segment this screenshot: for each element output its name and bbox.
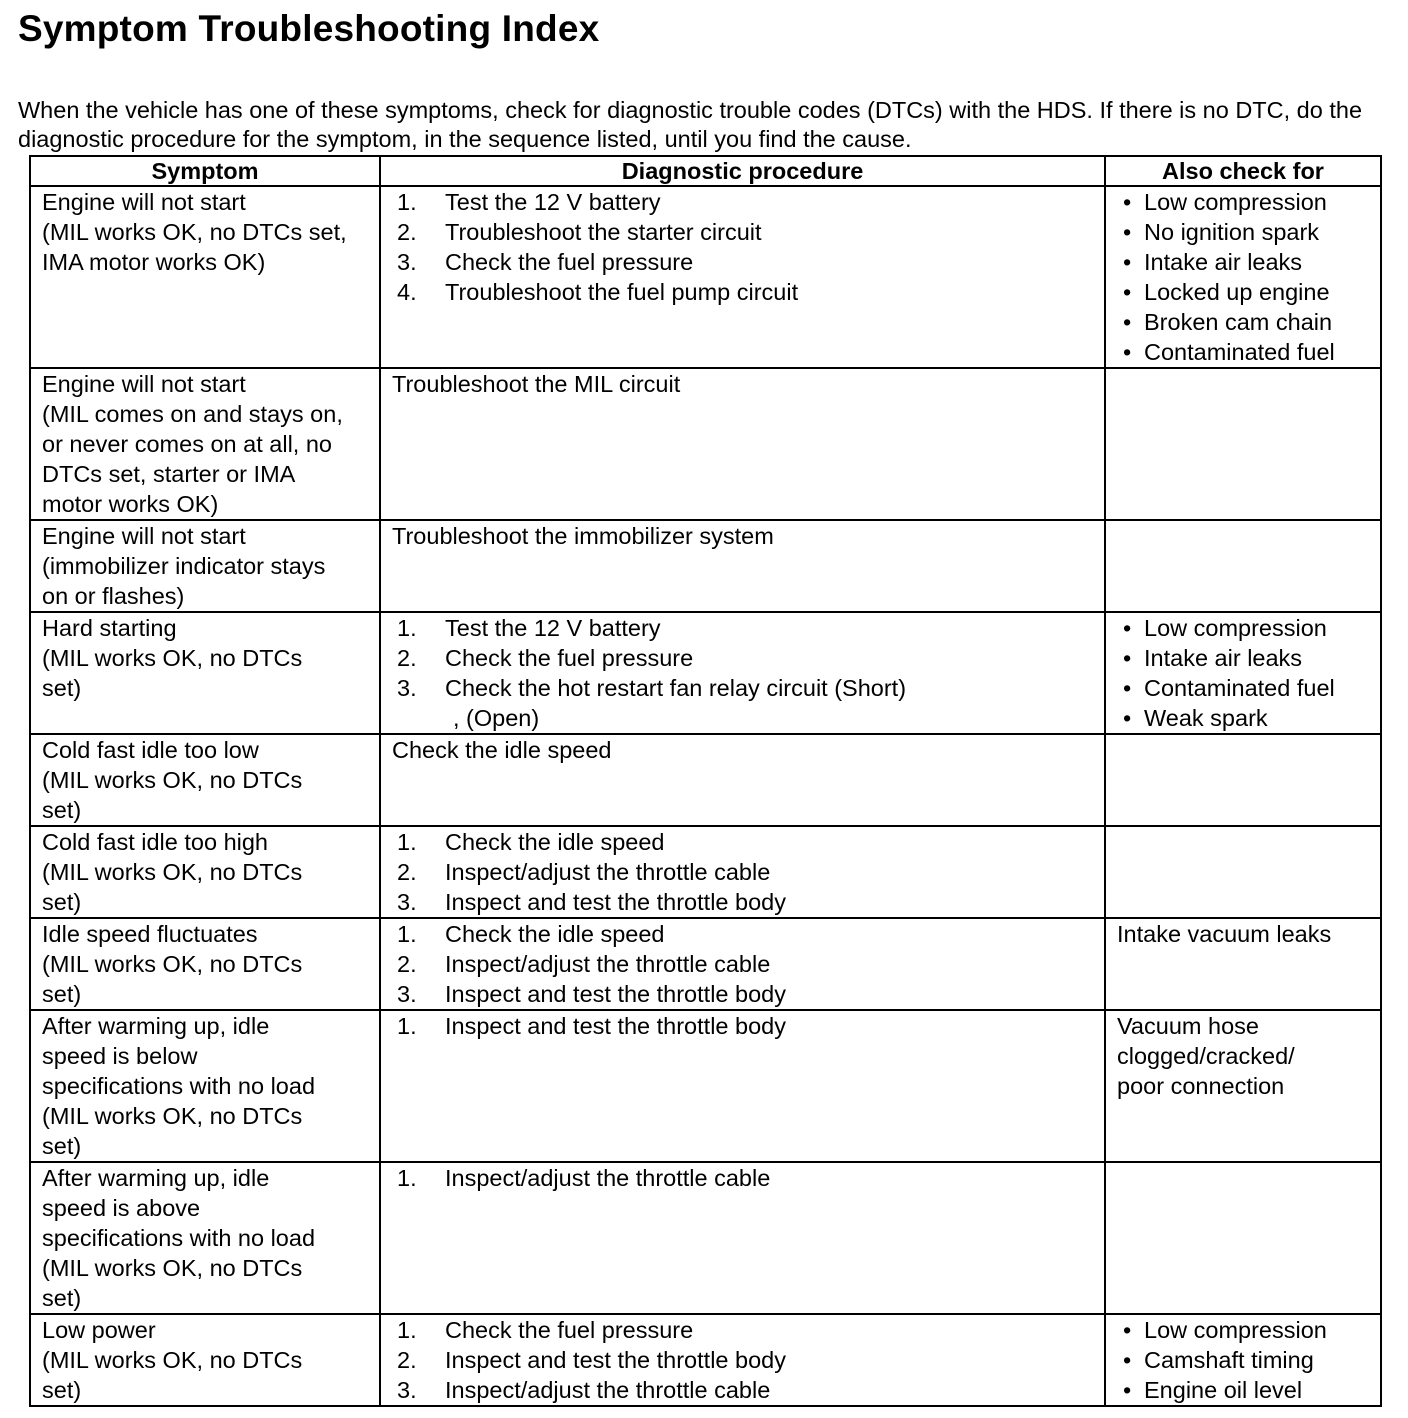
bullet-icon: • <box>1123 1317 1132 1343</box>
also-check-text: Contaminated fuel <box>1144 339 1335 365</box>
step-number: 2. <box>397 859 417 885</box>
symptom-line: Idle speed fluctuates <box>42 921 258 947</box>
symptom-line: or never comes on at all, no <box>42 431 332 457</box>
procedure-cell <box>380 734 1105 826</box>
step-number: 1. <box>397 1013 417 1039</box>
symptom-line: (MIL works OK, no DTCs set, <box>42 219 347 245</box>
symptom-line: set) <box>42 1133 82 1159</box>
table-body <box>30 186 1381 1406</box>
table-row <box>30 1010 1381 1162</box>
also-check-text: Camshaft timing <box>1144 1347 1314 1373</box>
symptom-line: set) <box>42 889 82 915</box>
table-row <box>30 368 1381 520</box>
procedure-list <box>392 1315 1096 1405</box>
procedure-step <box>397 1011 1096 1041</box>
also-check-text: No ignition spark <box>1144 219 1320 245</box>
also-check-line: poor connection <box>1117 1073 1285 1099</box>
also-check-cell <box>1105 612 1381 734</box>
step-number: 1. <box>397 189 417 215</box>
step-text: Inspect/adjust the throttle cable <box>445 951 771 977</box>
procedure-text: Troubleshoot the immobilizer system <box>392 523 774 549</box>
step-number: 2. <box>397 1347 417 1373</box>
step-number: 3. <box>397 675 417 701</box>
symptom-line: (MIL works OK, no DTCs <box>42 767 303 793</box>
symptom-cell <box>30 734 380 826</box>
step-number: 3. <box>397 889 417 915</box>
step-text: Troubleshoot the fuel pump circuit <box>445 279 799 305</box>
also-check-item <box>1117 217 1372 247</box>
also-check-item <box>1117 673 1372 703</box>
header-symptom: Symptom <box>30 156 380 186</box>
step-text: Check the fuel pressure <box>445 645 694 671</box>
also-check-list <box>1117 1315 1372 1405</box>
also-check-text: Locked up engine <box>1144 279 1330 305</box>
procedure-text: Troubleshoot the MIL circuit <box>392 371 681 397</box>
procedure-step <box>397 827 1096 857</box>
procedure-cell <box>380 186 1105 368</box>
also-check-item <box>1117 1345 1372 1375</box>
bullet-icon: • <box>1123 309 1132 335</box>
symptom-cell <box>30 1314 380 1406</box>
step-text: Check the hot restart fan relay circuit (Short) <box>445 675 907 701</box>
symptom-cell <box>30 612 380 734</box>
symptom-line: (MIL works OK, no DTCs <box>42 1255 303 1281</box>
also-check-cell <box>1105 918 1381 1010</box>
table-row <box>30 826 1381 918</box>
also-check-item <box>1117 337 1372 367</box>
symptom-line: set) <box>42 1285 82 1311</box>
also-check-text: Weak spark <box>1144 705 1268 731</box>
intro-text: When the vehicle has one of these symptoms, check for diagnostic trouble codes (DTCs) with the HDS. If there is no DTC, do the diagnostic procedure for the symptom, in the sequence listed, until you find the cause. <box>18 97 1363 152</box>
bullet-icon: • <box>1123 189 1132 215</box>
step-text: Check the idle speed <box>445 829 665 855</box>
symptom-cell <box>30 368 380 520</box>
bullet-icon: • <box>1123 705 1132 731</box>
also-check-item <box>1117 643 1372 673</box>
symptom-cell <box>30 520 380 612</box>
also-check-text: Low compression <box>1144 189 1327 215</box>
procedure-step <box>397 979 1096 1009</box>
symptom-line: After warming up, idle <box>42 1165 270 1191</box>
procedure-step <box>397 277 1096 307</box>
step-number: 1. <box>397 615 417 641</box>
step-number: 1. <box>397 829 417 855</box>
also-check-list <box>1117 187 1372 367</box>
step-text: Inspect/adjust the throttle cable <box>445 859 771 885</box>
step-text: Check the fuel pressure <box>445 249 694 275</box>
step-text: Troubleshoot the starter circuit <box>445 219 762 245</box>
symptom-line: Engine will not start <box>42 371 246 397</box>
step-text: Inspect and test the throttle body <box>445 1347 786 1373</box>
also-check-text: Low compression <box>1144 1317 1327 1343</box>
symptom-cell <box>30 826 380 918</box>
step-text: Inspect and test the throttle body <box>445 1013 786 1039</box>
step-number: 2. <box>397 219 417 245</box>
table-row <box>30 612 1381 734</box>
bullet-icon: • <box>1123 279 1132 305</box>
table-row <box>30 918 1381 1010</box>
also-check-list <box>1117 613 1372 733</box>
procedure-list <box>392 919 1096 1009</box>
step-text: Test the 12 V battery <box>445 189 661 215</box>
bullet-icon: • <box>1123 615 1132 641</box>
procedure-step <box>397 1315 1096 1345</box>
symptom-line: set) <box>42 675 82 701</box>
procedure-step <box>397 613 1096 643</box>
bullet-icon: • <box>1123 219 1132 245</box>
also-check-cell <box>1105 520 1381 612</box>
step-number: 4. <box>397 279 417 305</box>
symptom-line: set) <box>42 1377 82 1403</box>
procedure-list <box>392 187 1096 307</box>
bullet-icon: • <box>1123 1377 1132 1403</box>
also-check-text: Intake air leaks <box>1144 645 1303 671</box>
also-check-cell <box>1105 826 1381 918</box>
also-check-line: clogged/cracked/ <box>1117 1043 1295 1069</box>
symptom-line: set) <box>42 797 82 823</box>
also-check-text: Engine oil level <box>1144 1377 1303 1403</box>
procedure-cell <box>380 612 1105 734</box>
symptom-line: motor works OK) <box>42 491 219 517</box>
procedure-step <box>397 643 1096 673</box>
procedure-list <box>392 827 1096 917</box>
step-number: 3. <box>397 1377 417 1403</box>
symptom-line: Cold fast idle too high <box>42 829 269 855</box>
step-text: Test the 12 V battery <box>445 615 661 641</box>
symptom-line: specifications with no load <box>42 1225 316 1251</box>
symptom-line: Hard starting <box>42 615 177 641</box>
symptom-line: Engine will not start <box>42 189 246 215</box>
symptom-line: Engine will not start <box>42 523 246 549</box>
procedure-list <box>392 1011 1096 1041</box>
step-text: Inspect and test the throttle body <box>445 981 786 1007</box>
procedure-cell <box>380 368 1105 520</box>
also-check-cell <box>1105 734 1381 826</box>
table-row <box>30 734 1381 826</box>
procedure-step <box>397 247 1096 277</box>
bullet-icon: • <box>1123 339 1132 365</box>
also-check-item <box>1117 1315 1372 1345</box>
procedure-step <box>397 1375 1096 1405</box>
also-check-line: Intake vacuum leaks <box>1117 921 1332 947</box>
also-check-cell <box>1105 1010 1381 1162</box>
step-text: Inspect/adjust the throttle cable <box>445 1377 771 1403</box>
table-row <box>30 520 1381 612</box>
symptom-line: (MIL works OK, no DTCs <box>42 645 303 671</box>
step-number: 1. <box>397 1317 417 1343</box>
symptom-line: Cold fast idle too low <box>42 737 259 763</box>
symptom-line: (MIL works OK, no DTCs <box>42 1347 303 1373</box>
step-text: Check the fuel pressure <box>445 1317 694 1343</box>
step-number: 2. <box>397 645 417 671</box>
symptom-line: speed is above <box>42 1195 201 1221</box>
symptom-line: set) <box>42 981 82 1007</box>
procedure-step <box>397 857 1096 887</box>
symptom-line: (MIL works OK, no DTCs <box>42 1103 303 1129</box>
symptom-line: (MIL works OK, no DTCs <box>42 951 303 977</box>
bullet-icon: • <box>1123 675 1132 701</box>
table-row <box>30 1162 1381 1314</box>
also-check-cell <box>1105 1314 1381 1406</box>
page-title: Symptom Troubleshooting Index <box>18 8 600 49</box>
also-check-item <box>1117 277 1372 307</box>
bullet-icon: • <box>1123 645 1132 671</box>
procedure-step <box>397 887 1096 917</box>
also-check-text: Contaminated fuel <box>1144 675 1335 701</box>
symptom-line: Low power <box>42 1317 156 1343</box>
step-text: Check the idle speed <box>445 921 665 947</box>
step-number: 1. <box>397 1165 417 1191</box>
step-number: 2. <box>397 951 417 977</box>
symptom-line: (MIL comes on and stays on, <box>42 401 343 427</box>
procedure-step <box>397 949 1096 979</box>
also-check-item <box>1117 307 1372 337</box>
also-check-line: Vacuum hose <box>1117 1013 1259 1039</box>
symptom-line: specifications with no load <box>42 1073 316 1099</box>
procedure-step <box>397 1163 1096 1193</box>
bullet-icon: • <box>1123 1347 1132 1373</box>
symptom-line: (immobilizer indicator stays <box>42 553 326 579</box>
step-continuation: , (Open) <box>453 705 540 731</box>
symptom-line: DTCs set, starter or IMA <box>42 461 296 487</box>
symptom-line: on or flashes) <box>42 583 185 609</box>
table-row <box>30 186 1381 368</box>
symptom-line: IMA motor works OK) <box>42 249 266 275</box>
also-check-item <box>1117 247 1372 277</box>
symptom-cell <box>30 186 380 368</box>
procedure-cell <box>380 918 1105 1010</box>
procedure-step <box>397 919 1096 949</box>
also-check-cell <box>1105 368 1381 520</box>
symptom-table <box>29 155 1382 1407</box>
symptom-cell <box>30 1010 380 1162</box>
also-check-item <box>1117 613 1372 643</box>
procedure-cell <box>380 520 1105 612</box>
step-number: 3. <box>397 249 417 275</box>
also-check-item <box>1117 703 1372 733</box>
also-check-text: Broken cam chain <box>1144 309 1333 335</box>
step-number: 1. <box>397 921 417 947</box>
symptom-cell <box>30 1162 380 1314</box>
symptom-cell <box>30 918 380 1010</box>
bullet-icon: • <box>1123 249 1132 275</box>
symptom-line: (MIL works OK, no DTCs <box>42 859 303 885</box>
procedure-cell <box>380 1010 1105 1162</box>
step-number: 3. <box>397 981 417 1007</box>
step-text: Inspect/adjust the throttle cable <box>445 1165 771 1191</box>
also-check-item <box>1117 187 1372 217</box>
symptom-line: speed is below <box>42 1043 198 1069</box>
table-header-row <box>30 156 1381 186</box>
procedure-list <box>392 1163 1096 1193</box>
procedure-cell <box>380 826 1105 918</box>
procedure-step <box>397 673 1096 733</box>
procedure-cell <box>380 1162 1105 1314</box>
also-check-item <box>1117 1375 1372 1405</box>
step-text: Inspect and test the throttle body <box>445 889 786 915</box>
procedure-list <box>392 613 1096 733</box>
header-also-check-for: Also check for <box>1105 156 1381 186</box>
procedure-step <box>397 187 1096 217</box>
procedure-cell <box>380 1314 1105 1406</box>
table-row <box>30 1314 1381 1406</box>
also-check-cell <box>1105 186 1381 368</box>
procedure-step <box>397 217 1096 247</box>
symptom-line: After warming up, idle <box>42 1013 270 1039</box>
header-diagnostic-procedure: Diagnostic procedure <box>380 156 1105 186</box>
also-check-text: Low compression <box>1144 615 1327 641</box>
procedure-step <box>397 1345 1096 1375</box>
procedure-text: Check the idle speed <box>392 737 612 763</box>
also-check-text: Intake air leaks <box>1144 249 1303 275</box>
also-check-cell <box>1105 1162 1381 1314</box>
